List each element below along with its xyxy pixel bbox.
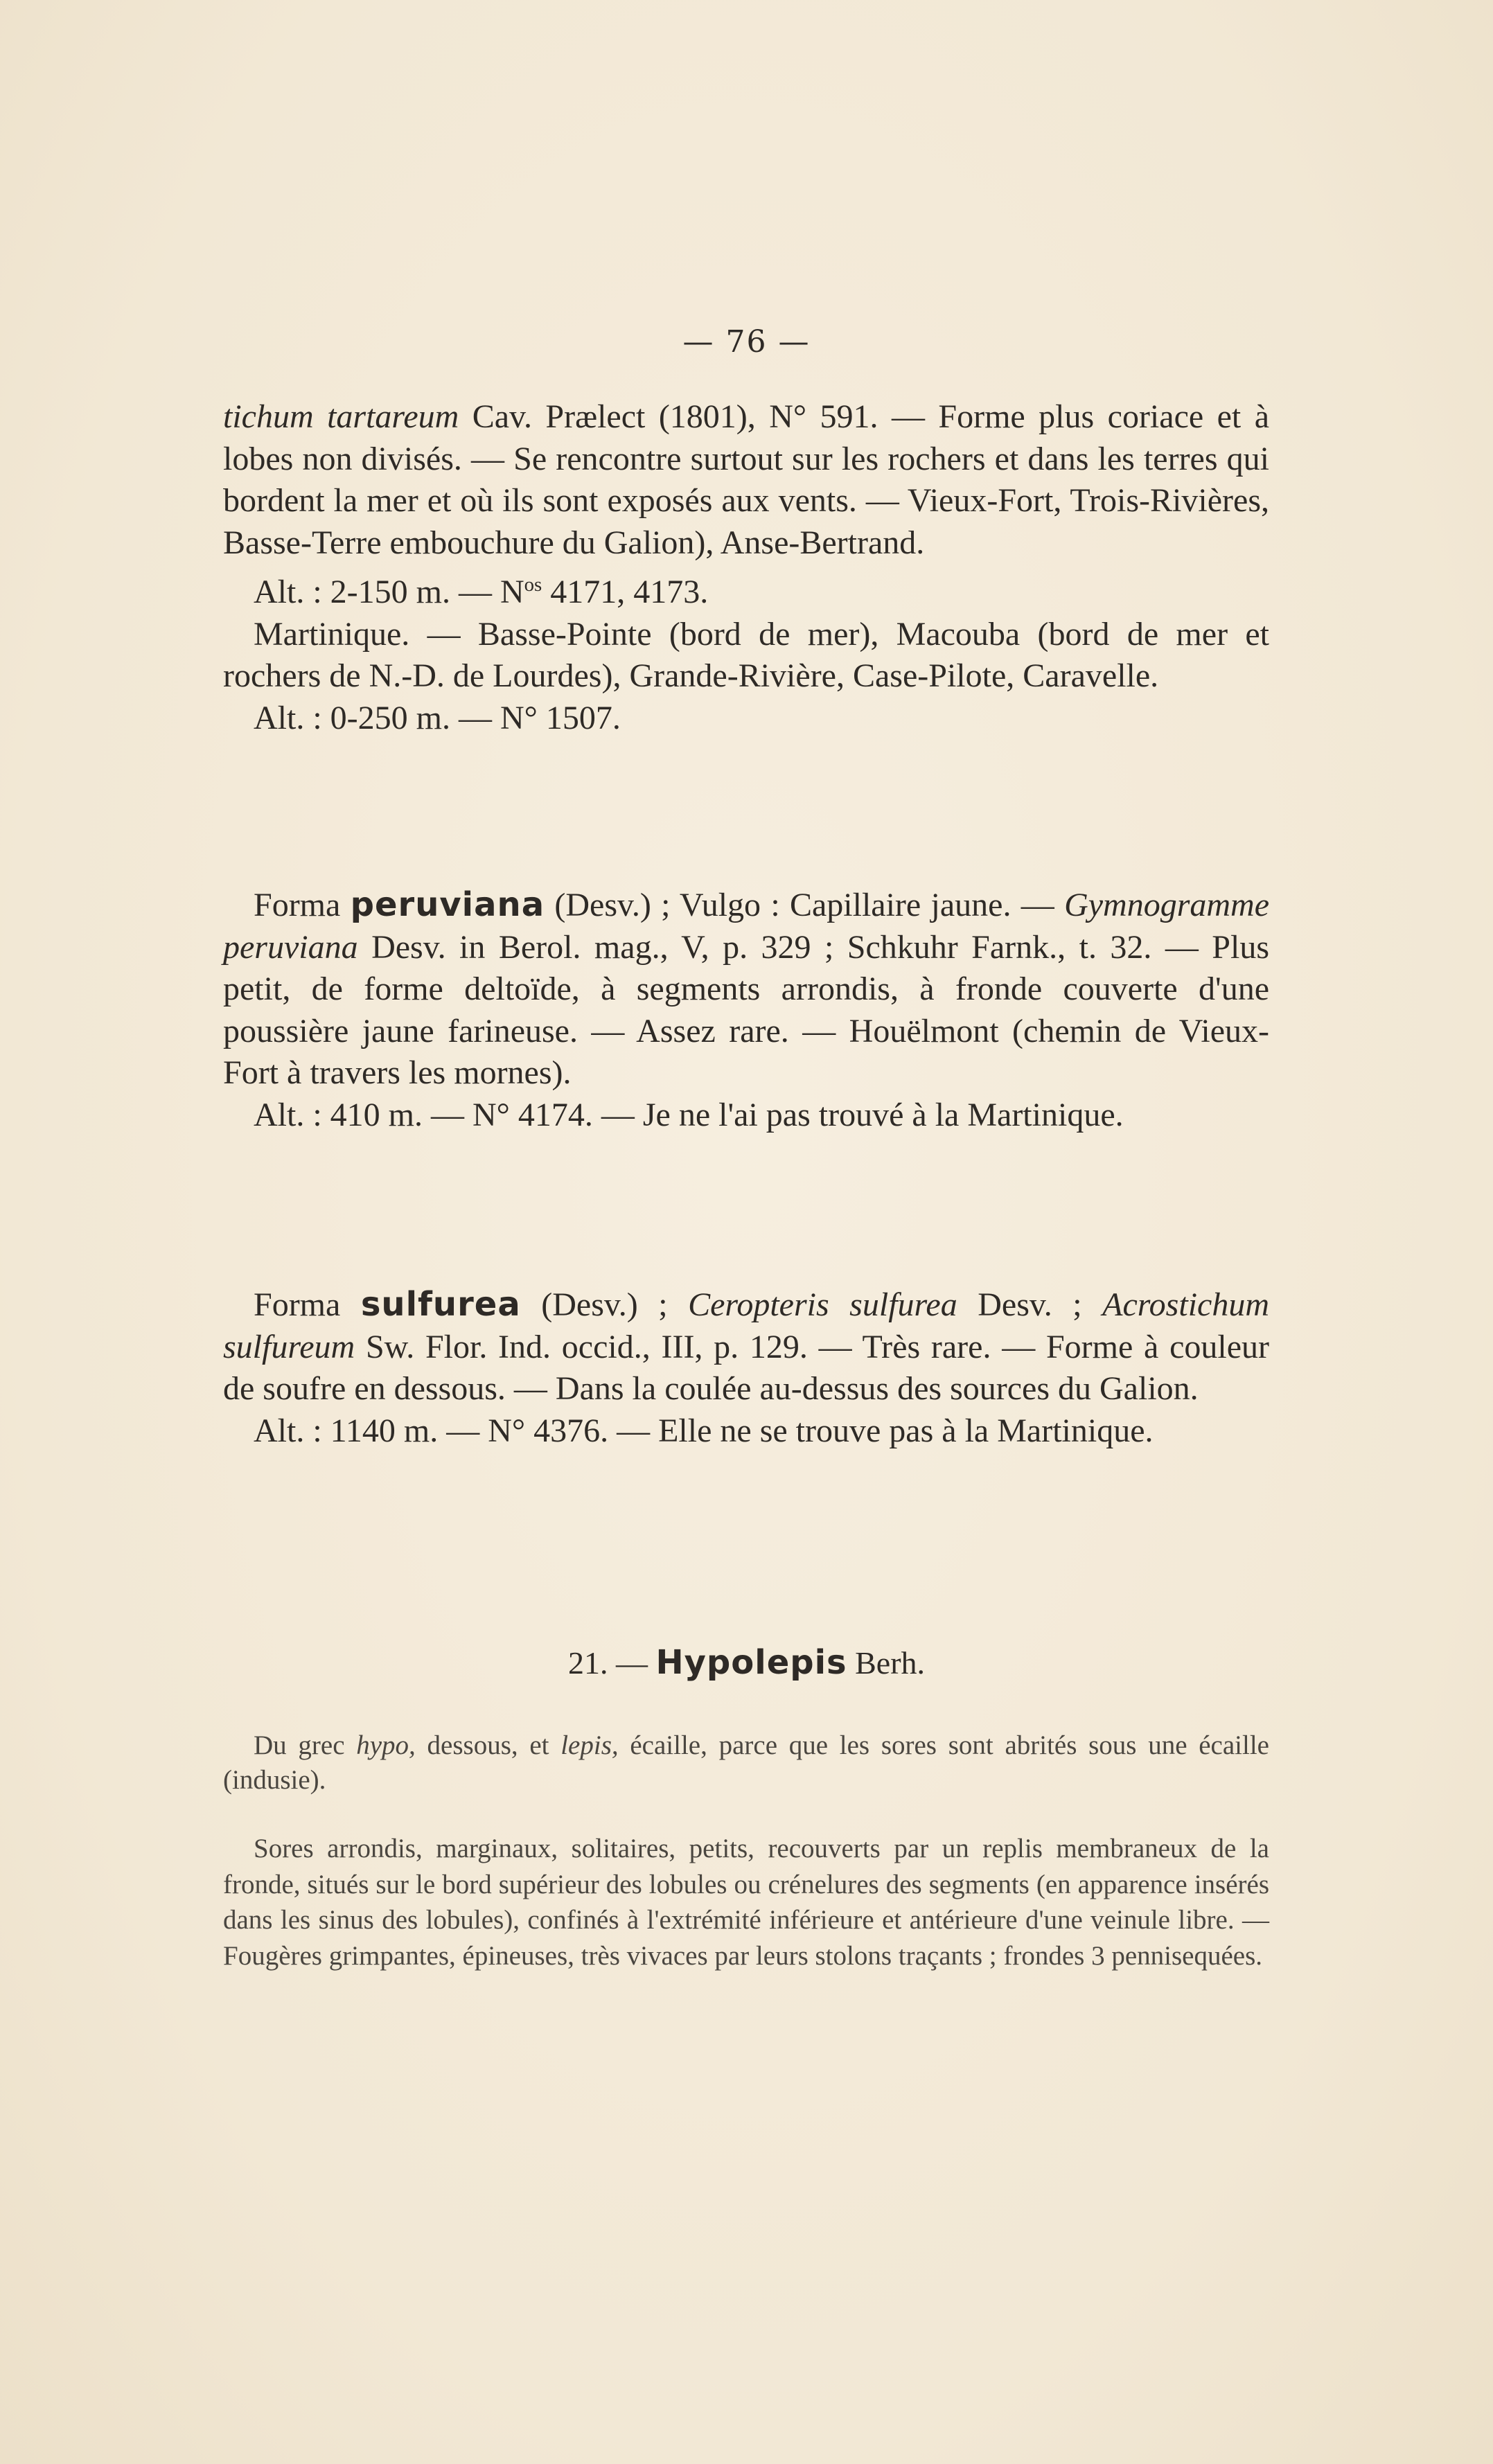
- etymology-text-1: Du grec: [254, 1730, 357, 1760]
- forma-sulfurea-block: [223, 1284, 1269, 1452]
- species-name-italic: tichum tartareum: [223, 398, 459, 435]
- etymology-block: [223, 1728, 1269, 1798]
- etymology-hypo: hypo,: [356, 1730, 416, 1760]
- sulfurea-text-3: Sw. Flor. Ind. occid., III, p. 129. — Très rare. — Forme à couleur de soufre en dessous. — Dans la coulée au-dessus des sources du Galion.: [223, 1328, 1269, 1407]
- forma-peruviana-block: [223, 884, 1269, 1136]
- continuation-text: Cav. Prælect (1801), N° 591. — Forme plus coriace et à lobes non divisés. — Se rencontre surtout sur les rochers et dans les terres qui bordent la mer et où ils sont exposés aux vents. — Vieux-Fort, Trois-Rivières, Basse-Terre embouchure du Galion), Anse-Bertrand.: [223, 398, 1270, 561]
- etymology-lepis: lepis,: [560, 1730, 619, 1760]
- continuation-paragraph: [223, 396, 1269, 564]
- forma-name-peruviana: peruviana: [350, 885, 545, 924]
- etymology-text-3: écaille, parce que les sores sont abrités sous une écaille (indusie).: [223, 1730, 1269, 1795]
- sulfurea-synonym-2-italic: Acrostichum sulfureum: [223, 1286, 1269, 1365]
- continuation-block: [223, 396, 1269, 739]
- sulfurea-text-1: (Desv.) ;: [520, 1286, 689, 1323]
- altitude-line-1: [223, 564, 1269, 614]
- sulfurea-altitude: Alt. : 1140 m. — N° 4376. — Elle ne se trouve pas à la Martinique.: [254, 1412, 1154, 1449]
- peruviana-text-2: Desv. in Berol. mag., V, p. 329 ; Schkuhr Farnk., t. 32. — Plus petit, de forme deltoïde, à segments arrondis, à fronde couverte d'une poussière jaune farineuse. — Assez rare. — Houëlmont (chemin de Vieux-Fort à travers les mornes).: [223, 928, 1269, 1091]
- sulfurea-text-2: Desv. ;: [957, 1286, 1103, 1323]
- genus-author: Berh.: [847, 1645, 926, 1681]
- description-paragraph: Sores arrondis, marginaux, solitaires, petits, recouverts par un replis membraneux de la fronde, situés sur le bord supérieur des lobules ou crénelures des segments (en apparence insérés dans les sinus des lobules), confinés à l'extrémité inférieure et antérieure d'une veinule libre. — Fougères grimpantes, épineuses, très vivaces par leurs stolons traçants ; frondes 3 pennisequées.: [223, 1834, 1269, 1971]
- peruviana-synonym-italic: Gymnogramme peruviana: [223, 887, 1270, 966]
- genus-heading: [0, 1643, 1493, 1682]
- page-number: — 76 —: [682, 324, 811, 360]
- description-block: [223, 1831, 1269, 1974]
- sulfurea-paragraph: [223, 1284, 1269, 1410]
- peruviana-paragraph: [223, 884, 1269, 1094]
- martinique-paragraph: Martinique. — Basse-Pointe (bord de mer), Macouba (bord de mer et rochers de N.-D. de Lourdes), Grande-Rivière, Case-Pilote, Caravelle.: [223, 615, 1269, 694]
- altitude-line-2: Alt. : 0-250 m. — N° 1507.: [254, 699, 621, 736]
- sulfurea-synonym-1-italic: Ceropteris sulfurea: [688, 1286, 957, 1323]
- forma-label: Forma: [254, 887, 351, 923]
- altitude-sup: os: [524, 574, 542, 596]
- peruviana-altitude: Alt. : 410 m. — N° 4174. — Je ne l'ai pas trouvé à la Martinique.: [254, 1096, 1124, 1133]
- forma-label: Forma: [254, 1286, 361, 1323]
- forma-name-sulfurea: sulfurea: [360, 1285, 521, 1324]
- altitude-numbers: 4171, 4173.: [542, 574, 709, 610]
- altitude-text: Alt. : 2-150 m. — N: [254, 574, 524, 610]
- etymology-text-2: dessous, et: [415, 1730, 561, 1760]
- genus-number: 21. —: [567, 1645, 656, 1681]
- genus-name: Hypolepis: [655, 1643, 847, 1682]
- peruviana-text-1: (Desv.) ; Vulgo : Capillaire jaune. —: [545, 887, 1065, 923]
- etymology-paragraph: [223, 1728, 1269, 1798]
